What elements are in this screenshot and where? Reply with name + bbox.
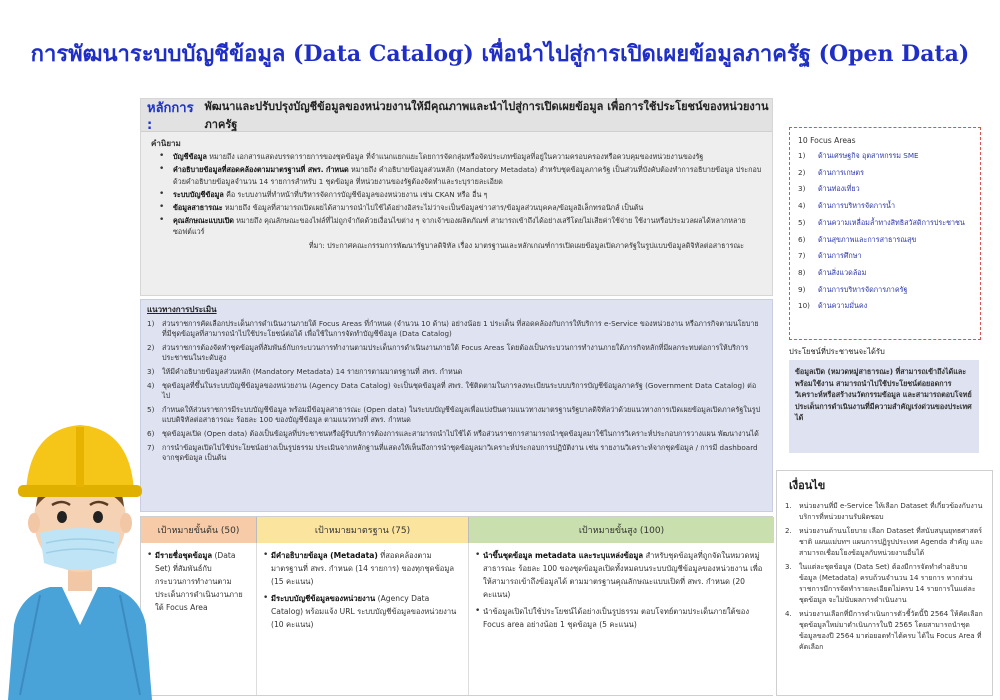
definition-item [151, 189, 762, 200]
definition-text: หมายถึง คุณลักษณะของไฟล์ที่ไม่ถูกจำกัดด้วยเงื่อนไขต่าง ๆ จากเจ้าของผลิตภัณฑ์ สามารถเข้าถึงได้อย่างเสรีโดยไม่เสียค่าใช้จ่าย ใช้งานหรือประมวลผลได้หลากหลายซอฟต์แวร์ [173, 216, 746, 237]
focus-area-item: 4) ด้านการบริหารจัดการน้ำ [798, 201, 895, 211]
definition-term: คำอธิบายข้อมูลที่สอดคล้องตามมาตรฐานที่ สพร. กำหนด [173, 165, 349, 175]
definition-item [151, 202, 762, 213]
guideline-item: 5) กำหนดให้ส่วนราชการมีระบบบัญชีข้อมูล พร้อมมีข้อมูลสาธารณะ (Open data) ในระบบบัญชีข้อมูลเพื่อแบ่งปันตามแนวทางมาตรฐานรัฐบาลดิจิทัลว่าด้วยแนวทางการเปิดเผยข้อมูลเปิดภาครัฐในรูปแบบดิจิทัลต่อสาธารณะ ร้อยละ 100 ของบัญชีข้อมูล ตามแนวทางที่ สพร. กำหนด [147, 404, 761, 425]
principle-label: หลักการ : [147, 101, 194, 133]
definition-text: คือ ระบบงานที่ทำหน้าที่บริหารจัดการบัญชีข้อมูลของหน่วยงาน เช่น CKAN หรือ อื่น ๆ [226, 189, 488, 199]
principle-text: พัฒนาและปรับปรุงบัญชีข้อมูลของหน่วยงานให้มีคุณภาพและนำไปสู่การเปิดเผยข้อมูล เพื่อการใช้ประโยชน์ของหน่วยงานภาครัฐ [204, 100, 769, 131]
definition-item [151, 164, 762, 186]
definition-text: หมายถึง เอกสารแสดงบรรดารายการของชุดข้อมูล ที่จำแนกแยกแยะโดยการจัดกลุ่มหรือจัดประเภทข้อมูลที่อยู่ในความครอบครองหรือควบคุมของหน่วยงานของรัฐ [209, 152, 704, 162]
definition-term: บัญชีข้อมูล [173, 152, 207, 162]
condition-item: 4. หน่วยงานเลือกที่มีการดำเนินการตัวชี้วัดนี้ปี 2564 ให้คัดเลือกชุดข้อมูลใหม่มาดำเนินการในปี 2565 โดยสามารถนำชุดข้อมูลของปี 2564 มาต่อยอดทำได้ครบ ได้ใน Focus Area ที่คัดเลือก [785, 610, 983, 651]
guidelines-title: แนวทางการประเมิน [147, 305, 217, 314]
guideline-item: 2) ส่วนราชการต้องจัดทำชุดข้อมูลที่สัมพันธ์กับกระบวนการทำงานตามประเด็นการดำเนินงานภายใต้ Focus Areas โดยต้องเป็นกระบวนการทำงานภายใต้ภารกิจหลักที่มีผลกระทบต่อการให้บริการประชาชนในระดับสูง [147, 342, 749, 363]
targets-table [140, 516, 773, 696]
condition-item: 2. หน่วยงานด้านนโยบาย เลือก Dataset ที่สนับสนุนยุทธศาสตร์ชาติ แผนแม่บทฯ แผนการปฏิรูปประเทศ Agenda สำคัญ และสามารถเชื่อมโยงข้อมูลกับหน่วยงานอื่นได้ [785, 527, 984, 557]
guideline-item: 1) ส่วนราชการคัดเลือกประเด็นการดำเนินงานภายใต้ Focus Areas ที่กำหนด (จำนวน 10 ด้าน) อย่างน้อย 1 ประเด็น ที่สอดคล้องกับการให้บริการ e-Service ของหน่วยงาน หรือภารกิจตามนโยบาย ที่มีชุดข้อมูลที่สามารถนำไปใช้ประโยชน์ต่อได้ เพื่อใช้ในการจัดทำบัญชีข้อมูล (Data Catalog) [147, 318, 759, 339]
target-cell-advanced [469, 543, 774, 695]
target-item: • มีรายชื่อชุดข้อมูล (Data Set) ที่สัมพันธ์กับกระบวนการทำงานตามประเด็นการดำเนินงานภายใต้ Focus Area [147, 549, 250, 614]
target-item: • มีระบบบัญชีข้อมูลของหน่วยงาน (Agency Data Catalog) พร้อมแจ้ง URL ระบบบัญชีข้อมูลของหน่วยงาน (10 คะแนน) [263, 592, 462, 631]
guideline-item: 7) การนำข้อมูลเปิดไปใช้ประโยชน์อย่างเป็นรูปธรรม ประเมินจากหลักฐานที่แสดงให้เห็นถึงการนำชุดข้อมูลมาวิเคราะห์ประกอบการปฏิบัติงาน เช่น รายงานวิเคราะห์จากชุดข้อมูล / การมี dashboard จากชุดข้อมูล เป็นต้น [147, 442, 758, 463]
focus-areas-box [789, 127, 981, 340]
focus-area-item: 3) ด้านท่องเที่ยว [798, 184, 860, 194]
focus-area-item: 9) ด้านการบริหารจัดการภาครัฐ [798, 284, 908, 294]
focus-area-item: 5) ด้านความเหลื่อมล้ำทางสิทธิสวัสดิการประชาชน [798, 217, 965, 227]
target-header-standard: เป้าหมายมาตรฐาน (75) [257, 517, 469, 543]
target-cell-standard [257, 543, 469, 695]
target-item: • นำขึ้นชุดข้อมูล metadata และระบุแหล่งข้อมูล สำหรับชุดข้อมูลที่ถูกจัดในหมวดหมู่สาธารณะ ร้อยละ 100 ของชุดข้อมูลเปิดทั้งหมดบนระบบบัญชีข้อมูลของหน่วยงาน เพื่อให้สามารถเข้าถึงข้อมูลได้ ตามมาตรฐานคุณลักษณะแบบเปิดที่ สพร. กำหนด (20 คะแนน) [475, 549, 768, 601]
principle-header [141, 99, 772, 132]
definition-text: หมายถึง คำอธิบายข้อมูลส่วนหลัก (Mandatory Metadata) สำหรับชุดข้อมูลภาครัฐ เป็นส่วนที่บังคับต้องทำการอธิบายข้อมูล ประกอบด้วยคำอธิบายข้อมูลจำนวน 14 รายการสำหรับ 1 ชุดข้อมูล ที่หน่วยงานของรัฐต้องจัดทำและระบุรายละเอียด [173, 165, 762, 186]
condition-item: 1. หน่วยงานที่มี e-Service ให้เลือก Dataset ที่เกี่ยวข้องกับงานบริการที่หน่วยงานรับผิดชอบ [785, 502, 983, 521]
definition-term: ข้อมูลสาธารณะ [173, 203, 223, 213]
focus-area-item: 1) ด้านเศรษฐกิจ อุตสาหกรรม SME [798, 151, 919, 160]
target-header-basic: เป้าหมายขั้นต้น (50) [141, 517, 257, 543]
focus-area-item: 7) ด้านการศึกษา [798, 251, 862, 261]
definition-term: คุณลักษณะแบบเปิด [173, 216, 234, 226]
conditions-box [776, 470, 993, 696]
definition-item [151, 151, 762, 162]
focus-area-item: 10) ด้านความมั่นคง [798, 301, 868, 311]
guideline-item: 3) ให้มีคำอธิบายข้อมูลส่วนหลัก (Mandatory Metadata) 14 รายการตามมาตรฐานที่ สพร. กำหนด [147, 366, 463, 376]
principle-box [140, 98, 773, 296]
guideline-item: 4) ชุดข้อมูลที่ขึ้นในระบบบัญชีข้อมูลของหน่วยงาน (Agency Data Catalog) จะเป็นชุดข้อมูลที่ สพร. ใช้ติดตามในการลงทะเบียนระบบบริการบัญชีข้อมูลภาครัฐ (Government Data Catalog) ต่อไป [147, 380, 757, 401]
definitions-source: ที่มา: ประกาศคณะกรรมการพัฒนารัฐบาลดิจิทัล เรื่อง มาตรฐานและหลักเกณฑ์การเปิดเผยข้อมูลเปิดภาครัฐในรูปแบบข้อมูลดิจิทัลต่อสาธารณะ [308, 240, 744, 250]
benefit-label: ประโยชน์ที่ประชาชนจะได้รับ [789, 347, 885, 356]
definitions [141, 132, 772, 251]
target-item: • มีคำอธิบายข้อมูล (Metadata) ที่สอดคล้องตามมาตรฐานที่ สพร. กำหนด (14 รายการ) ของทุกชุดข้อมูล (15 คะแนน) [263, 549, 462, 588]
definition-term: ระบบบัญชีข้อมูล [173, 189, 224, 199]
guideline-item: 6) ชุดข้อมูลเปิด (Open data) ต้องเป็นข้อมูลที่ประชาชนหรือผู้รับบริการต้องการและสามารถนำไปใช้ได้ หรือส่วนราชการสามารถนำชุดข้อมูลมาใช้ในการวิเคราะห์ประกอบการวางแผน พัฒนางานได้ [147, 428, 759, 438]
target-header-advanced: เป้าหมายขั้นสูง (100) [469, 517, 774, 543]
focus-area-item: 8) ด้านสิ่งแวดล้อม [798, 267, 867, 277]
definition-item [151, 215, 762, 237]
page-title: การพัฒนาระบบบัญชีข้อมูล (Data Catalog) เพื่อนำไปสู่การเปิดเผยข้อมูลภาครัฐ (Open Data) [30, 41, 970, 67]
condition-item: 3. ในแต่ละชุดข้อมูล (Data Set) ต้องมีการจัดทำคำอธิบายข้อมูล (Metadata) ครบถ้วนจำนวน 14 รายการ หากส่วนราชการมีการจัดทำรายละเอียดไม่ครบ 14 รายการในแต่ละชุดข้อมูล จะไม่นับผลการดำเนินงาน [785, 563, 976, 604]
benefit-box: ข้อมูลเปิด (หมวดหมู่สาธารณะ) ที่สามารถเข้าถึงได้และพร้อมใช้งาน สามารถนำไปใช้ประโยชน์ต่อยอดการวิเคราะห์หรือสร้างนวัตกรรมข้อมูล และสามารถตอบโจทย์ประเด็นการดำเนินงานที่มีความสำคัญเร่งด่วนของประเทศได้ [789, 360, 979, 453]
mascot-illustration [0, 395, 160, 700]
conditions-title: เงื่อนไข [789, 479, 826, 492]
target-item: • นำข้อมูลเปิดไปใช้ประโยชน์ได้อย่างเป็นรูปธรรม ตอบโจทย์ตามประเด็นภายใต้ของ Focus area อย่างน้อย 1 ชุดข้อมูล (5 คะแนน) [475, 605, 768, 631]
definitions-title: คำนิยาม [151, 139, 181, 148]
guidelines-box [140, 299, 773, 512]
focus-area-item: 2) ด้านการเกษตร [798, 167, 864, 177]
focus-areas-title: 10 Focus Areas [798, 136, 856, 145]
focus-area-item: 6) ด้านสุขภาพและการสาธารณสุข [798, 234, 917, 244]
definition-text: หมายถึง ข้อมูลที่สามารถเปิดเผยได้สามารถนำไปใช้ได้อย่างอิสระไม่ว่าจะเป็นข้อมูลข่าวสาร/ข้อมูลส่วนบุคคล/ข้อมูลอิเล็กทรอนิกส์ เป็นต้น [224, 203, 644, 213]
